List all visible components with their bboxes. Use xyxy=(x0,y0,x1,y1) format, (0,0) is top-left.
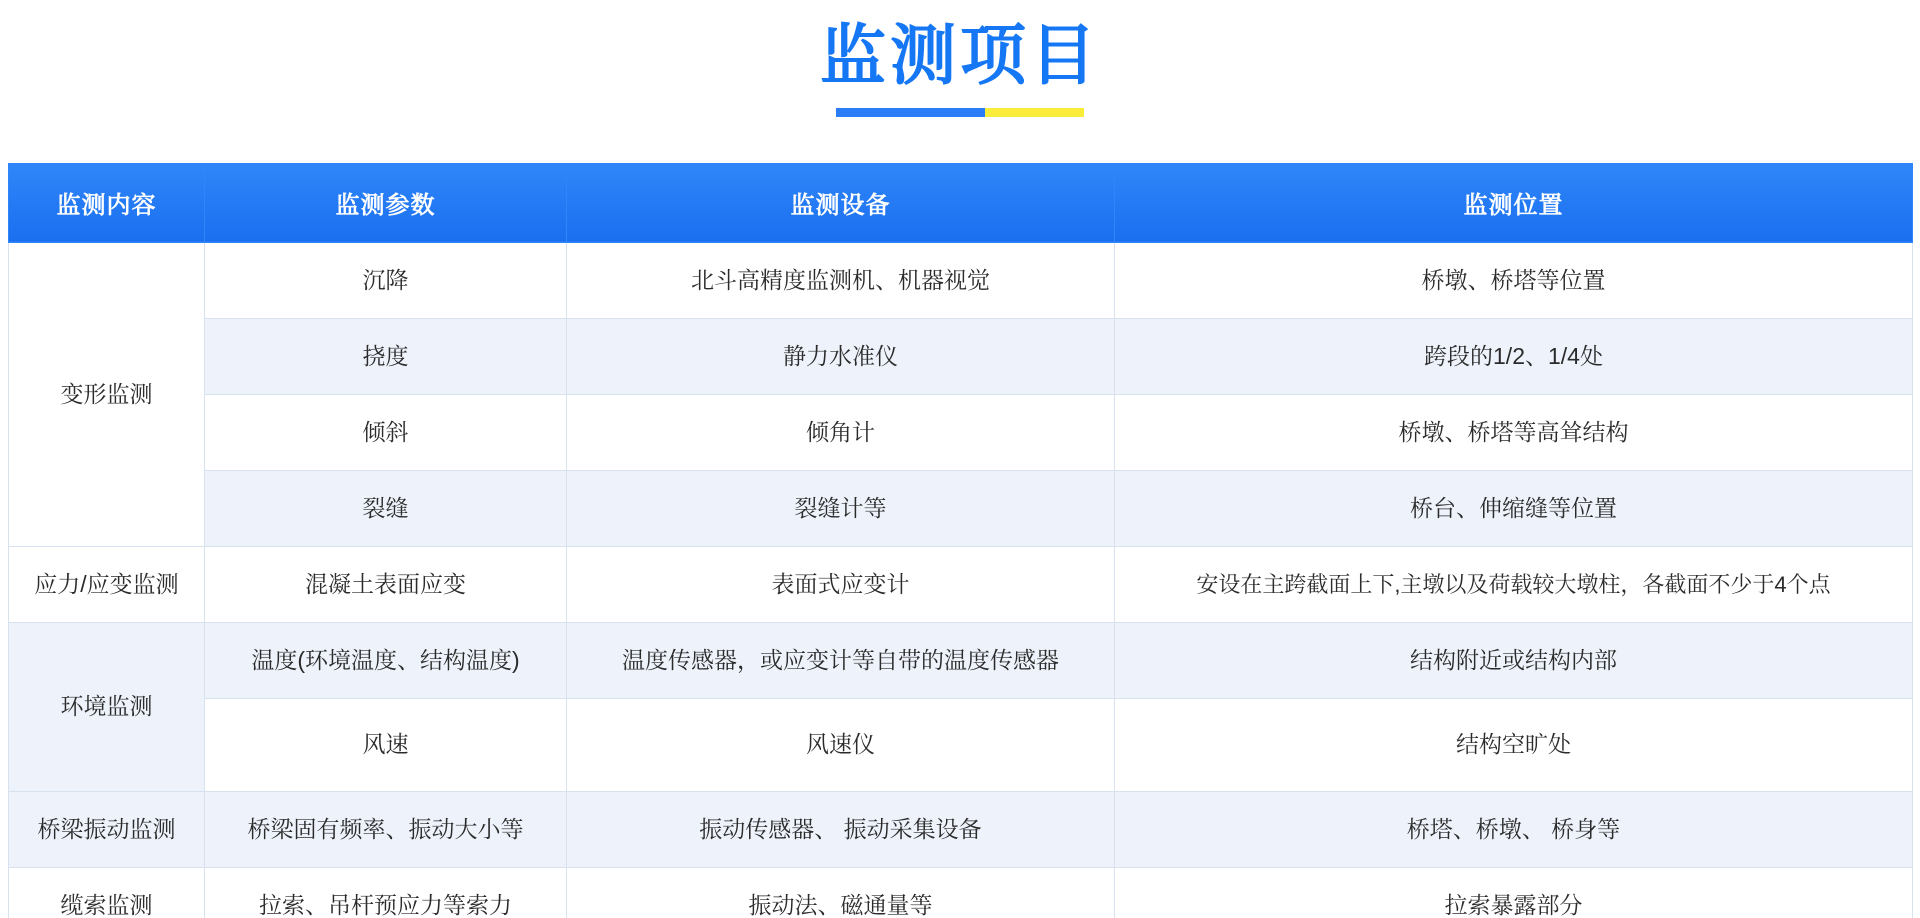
row-group-label: 缆索监测 xyxy=(9,867,205,918)
table-row xyxy=(9,867,1913,918)
cell-position: 桥墩、桥塔等高耸结构 xyxy=(1115,394,1913,470)
cell-parameter: 温度(环境温度、结构温度) xyxy=(205,622,567,698)
column-header-position: 监测位置 xyxy=(1115,163,1913,242)
cell-position: 桥台、伸缩缝等位置 xyxy=(1115,470,1913,546)
row-group-label: 应力/应变监测 xyxy=(9,546,205,622)
cell-parameter: 裂缝 xyxy=(205,470,567,546)
cell-parameter: 倾斜 xyxy=(205,394,567,470)
column-header-device: 监测设备 xyxy=(567,163,1115,242)
title-underline xyxy=(836,108,1084,117)
row-group-label: 环境监测 xyxy=(9,622,205,791)
cell-device: 温度传感器，或应变计等自带的温度传感器 xyxy=(567,622,1115,698)
cell-device: 北斗高精度监测机、机器视觉 xyxy=(567,242,1115,318)
cell-position: 桥塔、桥墩、 桥身等 xyxy=(1115,791,1913,867)
cell-parameter: 挠度 xyxy=(205,318,567,394)
cell-device: 振动传感器、 振动采集设备 xyxy=(567,791,1115,867)
cell-device: 倾角计 xyxy=(567,394,1115,470)
table-row xyxy=(9,698,1913,791)
table-row xyxy=(9,242,1913,318)
cell-parameter: 风速 xyxy=(205,698,567,791)
table-row xyxy=(9,622,1913,698)
table-row xyxy=(9,394,1913,470)
page-header xyxy=(0,0,1920,117)
cell-device: 风速仪 xyxy=(567,698,1115,791)
page-title: 监测项目 xyxy=(820,18,1100,92)
table-header xyxy=(9,163,1913,242)
cell-position: 结构附近或结构内部 xyxy=(1115,622,1913,698)
monitoring-table-container xyxy=(0,163,1920,918)
table-header-row xyxy=(9,163,1913,242)
table-row xyxy=(9,318,1913,394)
row-group-label: 桥梁振动监测 xyxy=(9,791,205,867)
title-underline-yellow xyxy=(985,108,1084,117)
cell-device: 表面式应变计 xyxy=(567,546,1115,622)
cell-position: 桥墩、桥塔等位置 xyxy=(1115,242,1913,318)
cell-parameter: 混凝土表面应变 xyxy=(205,546,567,622)
column-header-parameter: 监测参数 xyxy=(205,163,567,242)
table-row xyxy=(9,791,1913,867)
monitoring-table xyxy=(8,163,1913,918)
column-header-content: 监测内容 xyxy=(9,163,205,242)
title-underline-blue xyxy=(836,108,985,117)
table-row xyxy=(9,546,1913,622)
table-row xyxy=(9,470,1913,546)
cell-position: 结构空旷处 xyxy=(1115,698,1913,791)
cell-position: 跨段的1/2、1/4处 xyxy=(1115,318,1913,394)
table-body xyxy=(9,242,1913,918)
row-group-label: 变形监测 xyxy=(9,242,205,546)
cell-device: 裂缝计等 xyxy=(567,470,1115,546)
cell-device: 振动法、磁通量等 xyxy=(567,867,1115,918)
cell-position: 拉索暴露部分 xyxy=(1115,867,1913,918)
cell-device: 静力水准仪 xyxy=(567,318,1115,394)
cell-parameter: 桥梁固有频率、振动大小等 xyxy=(205,791,567,867)
cell-parameter: 拉索、吊杆预应力等索力 xyxy=(205,867,567,918)
cell-parameter: 沉降 xyxy=(205,242,567,318)
cell-position: 安设在主跨截面上下,主墩以及荷载较大墩柱，各截面不少于4个点 xyxy=(1115,546,1913,622)
